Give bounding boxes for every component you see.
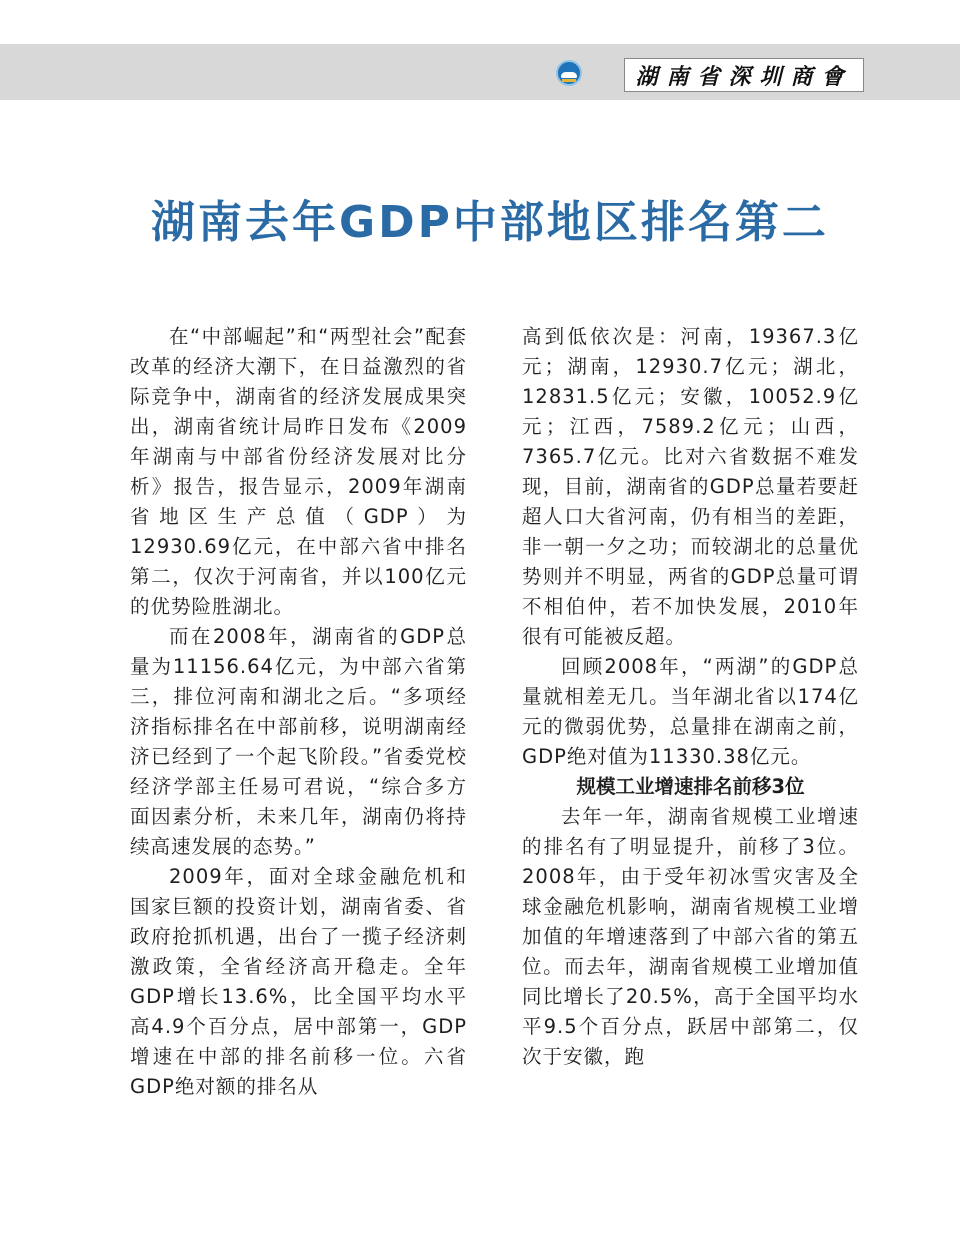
chamber-name: 湖南省深圳商會	[624, 58, 864, 92]
section-subheading: 规模工业增速排名前移3位	[576, 775, 805, 798]
paragraph: 2009年，面对全球金融危机和国家巨额的投资计划，湖南省委、省政府抢抓机遇，出台了一揽子经济刺激政策，全省经济高开稳走。全年GDP增长13.6%，比全国平均水平高4.9个百分点，居中部第一，GDP增速在中部的排名前移一位。六省GDP绝对额的排名从	[130, 865, 467, 1098]
chamber-logo-icon	[556, 60, 582, 86]
article-column-right	[522, 322, 859, 1072]
paragraph: 而在2008年，湖南省的GDP总量为11156.64亿元，为中部六省第三，排位河南和湖北之后。“多项经济指标排名在中部前移，说明湖南经济已经到了一个起飞阶段。”省委党校经济学部主任易可君说，“综合多方面因素分析，未来几年，湖南仍将持续高速发展的态势。”	[130, 625, 467, 858]
paragraph: 在“中部崛起”和“两型社会”配套改革的经济大潮下，在日益激烈的省际竞争中，湖南省的经济发展成果突出，湖南省统计局昨日发布《2009年湖南与中部省份经济发展对比分析》报告，报告显示，2009年湖南省地区生产总值（GDP）为12930.69亿元，在中部六省中排名第二，仅次于河南省，并以100亿元的优势险胜湖北。	[130, 325, 467, 618]
paragraph: 去年一年，湖南省规模工业增速的排名有了明显提升，前移了3位。2008年，由于受年初冰雪灾害及全球金融危机影响，湖南省规模工业增加值的年增速落到了中部六省的第五位。而去年，湖南省规模工业增加值同比增长了20.5%，高于全国平均水平9.5个百分点，跃居中部第二，仅次于安徽，跑	[522, 805, 859, 1068]
paragraph: 回顾2008年，“两湖”的GDP总量就相差无几。当年湖北省以174亿元的微弱优势，总量排在湖南之前，GDP绝对值为11330.38亿元。	[522, 655, 859, 768]
article-column-left	[130, 322, 467, 1102]
paragraph: 高到低依次是：河南，19367.3亿元；湖南，12930.7亿元；湖北，12831.5亿元；安徽，10052.9亿元；江西，7589.2亿元；山西，7365.7亿元。比对六省数据不难发现，目前，湖南省的GDP总量若要赶超人口大省河南，仍有相当的差距，非一朝一夕之功；而较湖北的总量优势则并不明显，两省的GDP总量可谓不相伯仲，若不加快发展，2010年很有可能被反超。	[522, 325, 859, 648]
article-title: 湖南去年GDP中部地区排名第二	[151, 197, 829, 248]
